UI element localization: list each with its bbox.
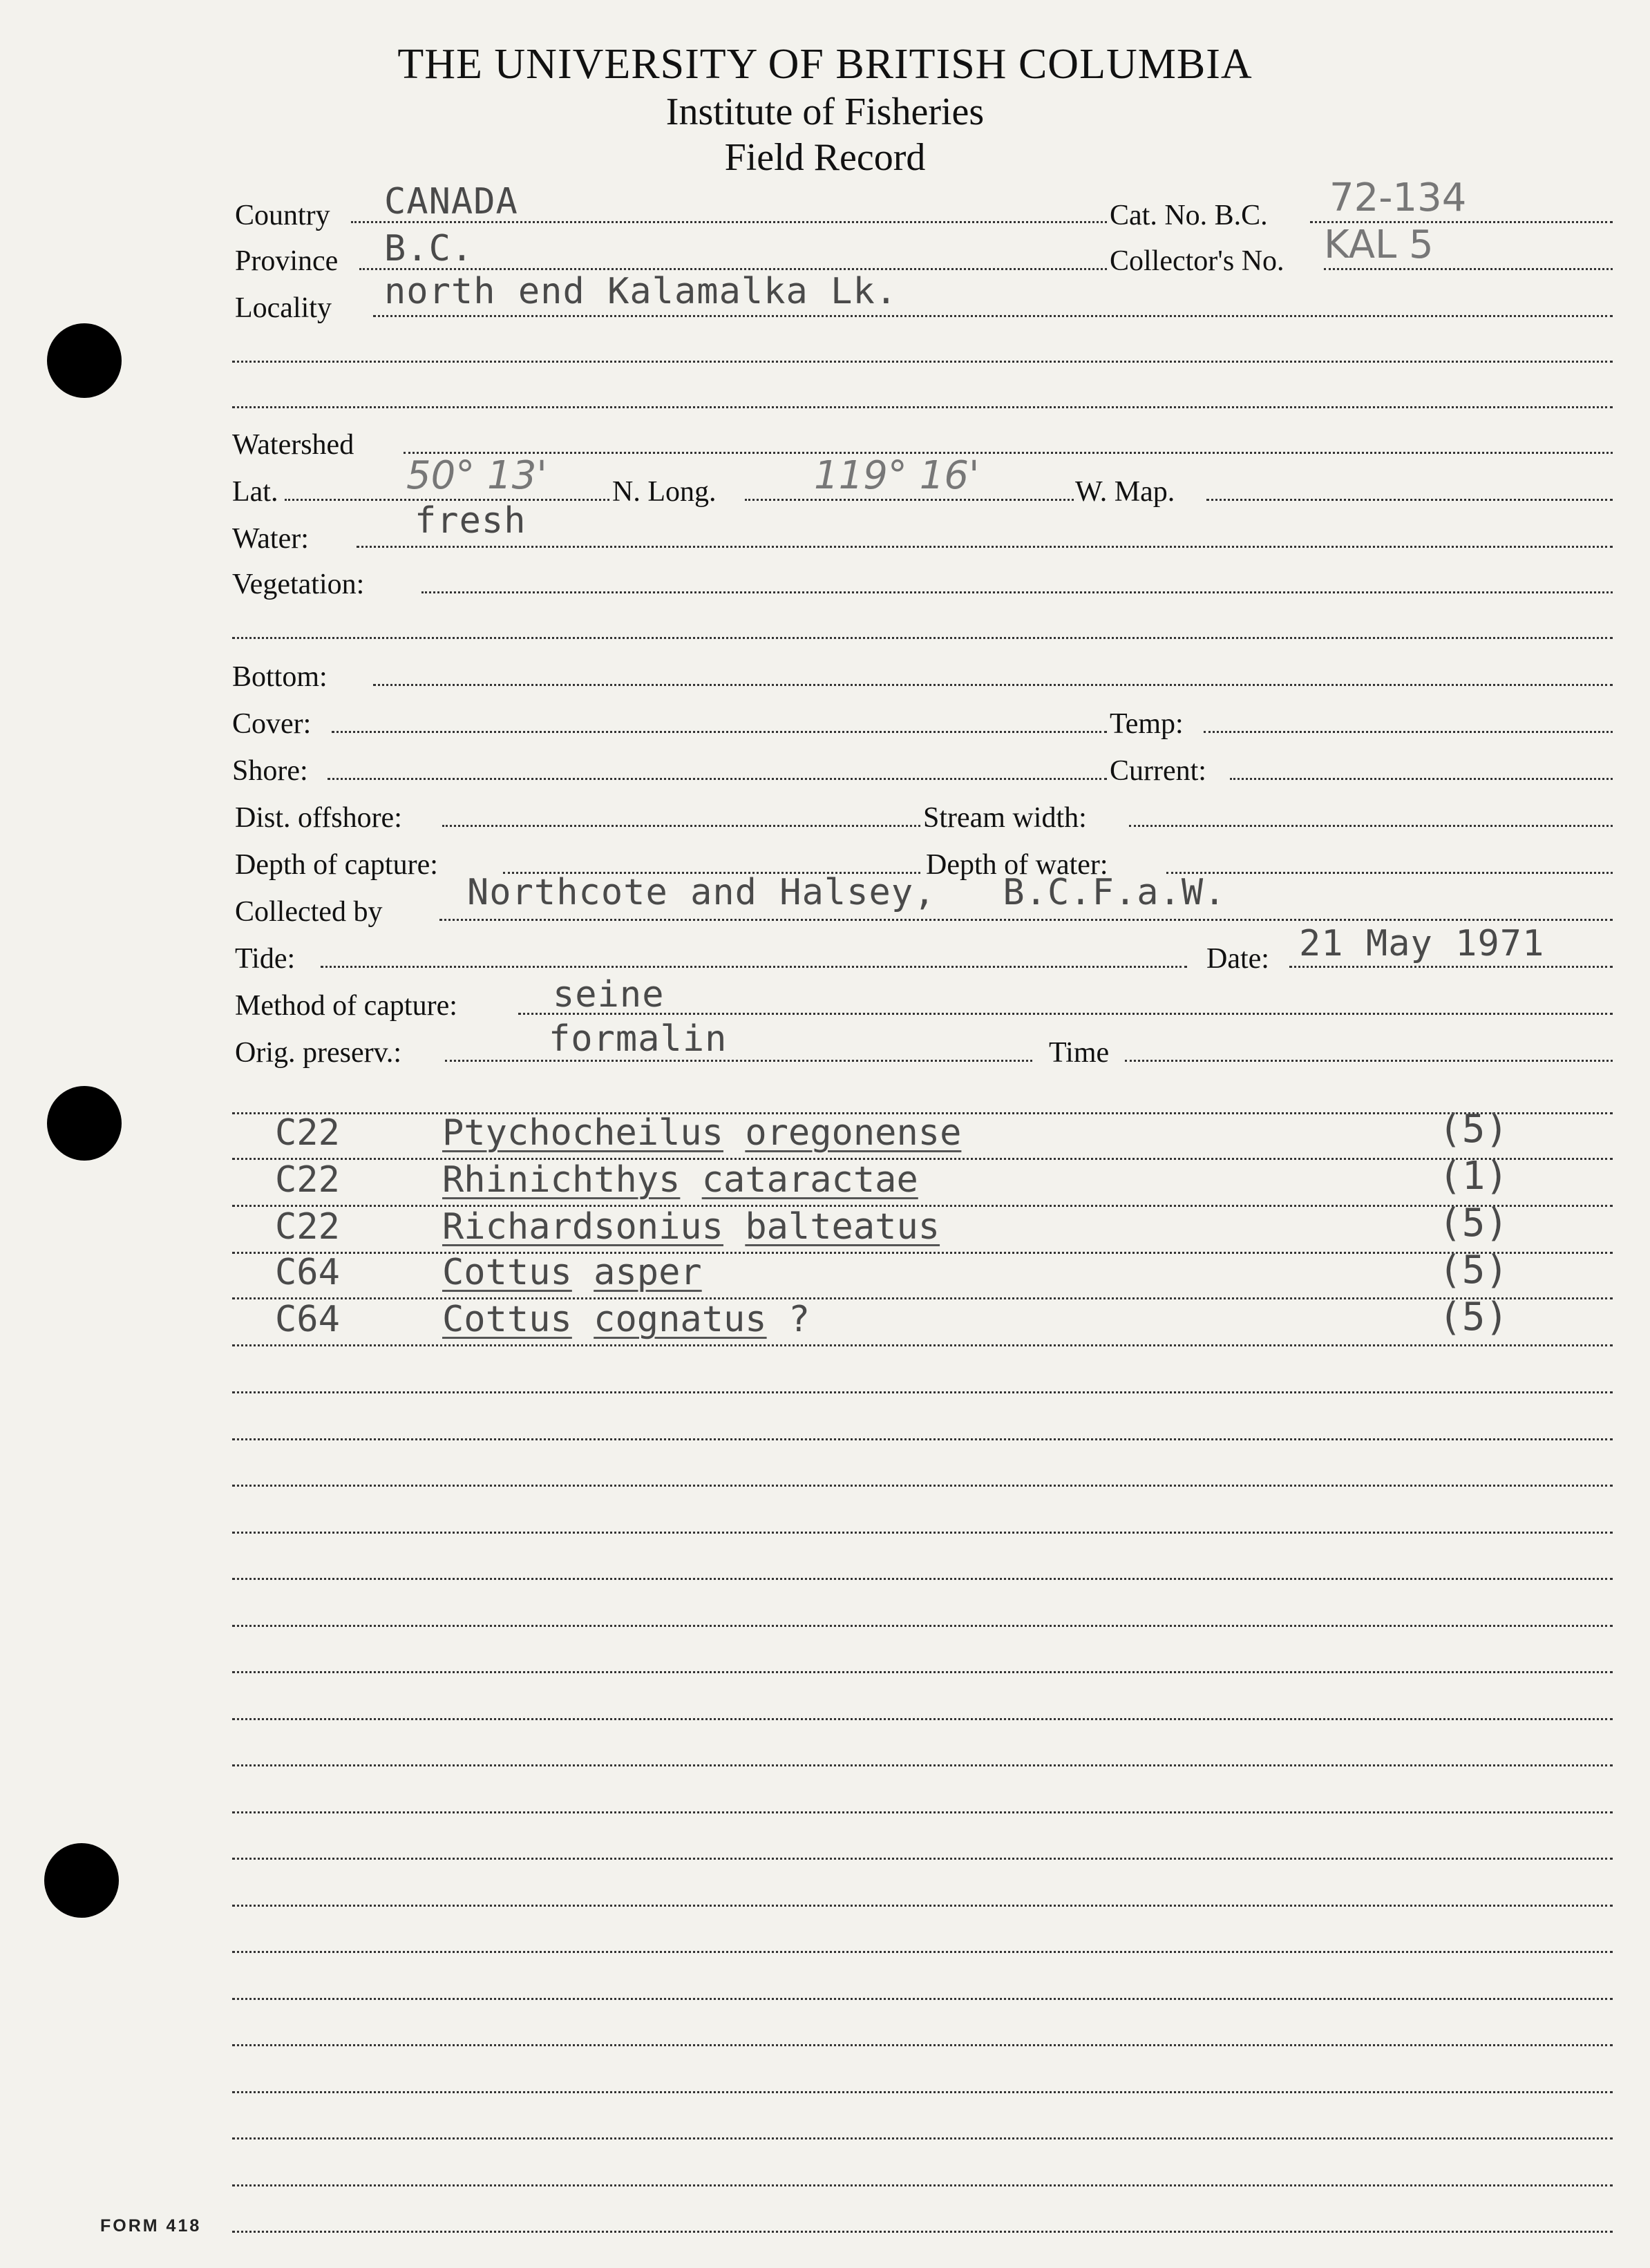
province-label: Province [235, 245, 339, 277]
vegetation-line [421, 591, 1613, 593]
species-genus: Richardsonius [442, 1206, 723, 1248]
lat-value: 50° 13' [406, 453, 547, 498]
bottom-line [373, 684, 1613, 686]
species-genus: Cottus [442, 1299, 572, 1340]
w-map-label: W. Map. [1075, 476, 1175, 508]
ruled-line [232, 2137, 1613, 2140]
cat-no-value: 72-134 [1329, 175, 1467, 220]
province-value: B.C. [384, 228, 474, 269]
species-code: C22 [275, 1112, 340, 1154]
species-count: (5) [1439, 1295, 1509, 1340]
country-value: CANADA [384, 181, 518, 222]
collected-by-label: Collected by [235, 896, 383, 928]
punch-hole-bottom [44, 1843, 119, 1918]
bottom-label: Bottom: [232, 661, 328, 693]
ruled-line [232, 1951, 1613, 1953]
species-count: (5) [1439, 1107, 1509, 1152]
method-value: seine [553, 974, 665, 1016]
depth-water-label: Depth of water: [926, 849, 1108, 881]
university-heading: THE UNIVERSITY OF BRITISH COLUMBIA [397, 41, 1253, 88]
species-genus: Cottus [442, 1252, 572, 1293]
lat-label: Lat. [232, 476, 278, 508]
ruled-line [232, 2231, 1613, 2233]
record-heading: Field Record [724, 136, 926, 179]
depth-water-line [1166, 872, 1613, 874]
current-label: Current: [1110, 755, 1206, 787]
collectors-no-line [1324, 268, 1613, 270]
tide-line [321, 966, 1187, 968]
long-value: 119° 16' [814, 453, 980, 498]
water-line [357, 546, 1613, 548]
species-name [442, 1112, 961, 1154]
species-epithet: oregonense [745, 1112, 962, 1154]
species-name [442, 1159, 918, 1201]
species-count: (1) [1439, 1154, 1509, 1199]
dist-offshore-line [442, 825, 920, 827]
depth-capture-label: Depth of capture: [235, 849, 438, 881]
ruled-line [232, 2184, 1613, 2186]
vegetation-label: Vegetation: [232, 569, 365, 600]
ruled-line [232, 1764, 1613, 1766]
stream-width-label: Stream width: [923, 802, 1087, 834]
temp-label: Temp: [1110, 708, 1184, 740]
collected-by-line [439, 919, 1613, 921]
long-line [745, 499, 1074, 501]
species-count: (5) [1439, 1201, 1509, 1246]
species-name [442, 1252, 702, 1293]
collectors-no-value: KAL 5 [1324, 222, 1434, 267]
species-genus: Ptychocheilus [442, 1112, 723, 1154]
watershed-line [404, 452, 1613, 454]
watershed-label: Watershed [232, 429, 354, 461]
date-line [1289, 966, 1613, 968]
temp-line [1204, 731, 1613, 733]
ruled-line [232, 1998, 1613, 2000]
ruled-line [232, 1297, 1613, 1299]
date-value: 21 May 1971 [1299, 923, 1545, 964]
vegetation-line-2 [232, 637, 1613, 639]
ruled-line [232, 1158, 1613, 1160]
time-line [1125, 1060, 1613, 1062]
orig-preserv-line [445, 1060, 1032, 1062]
ruled-line [232, 1532, 1613, 1534]
shore-label: Shore: [232, 755, 308, 787]
species-code: C64 [275, 1252, 340, 1293]
ruled-line [232, 1858, 1613, 1860]
ruled-line [232, 1811, 1613, 1813]
orig-preserv-value: formalin [549, 1018, 728, 1060]
species-count: (5) [1439, 1248, 1509, 1293]
institute-heading: Institute of Fisheries [665, 90, 985, 133]
date-label: Date: [1206, 943, 1269, 975]
ruled-line [232, 1578, 1613, 1580]
collected-by-value: Northcote and Halsey, B.C.F.a.W. [467, 872, 1226, 913]
species-epithet: balteatus [745, 1206, 940, 1248]
time-label: Time [1049, 1037, 1110, 1069]
ruled-line [232, 2044, 1613, 2046]
species-epithet: cataractae [701, 1159, 918, 1201]
tide-label: Tide: [235, 943, 296, 975]
stream-width-line [1129, 825, 1613, 827]
ruled-line [232, 1671, 1613, 1673]
water-label: Water: [232, 523, 309, 555]
country-label: Country [235, 200, 330, 231]
method-label: Method of capture: [235, 990, 457, 1022]
ruled-line [232, 1344, 1613, 1346]
ruled-line [232, 1905, 1613, 1907]
punch-hole-top [47, 323, 122, 398]
locality-line-3 [232, 406, 1613, 408]
dist-offshore-label: Dist. offshore: [235, 802, 402, 834]
punch-hole-middle [47, 1086, 122, 1161]
ruled-line [232, 1718, 1613, 1720]
orig-preserv-label: Orig. preserv.: [235, 1037, 402, 1069]
species-suffix: ? [766, 1299, 810, 1340]
species-code: C64 [275, 1299, 340, 1340]
locality-value: north end Kalamalka Lk. [384, 271, 898, 312]
ruled-line [232, 2091, 1613, 2093]
map-line [1206, 499, 1613, 501]
cover-label: Cover: [232, 708, 312, 740]
method-line [518, 1013, 1613, 1015]
locality-line [373, 315, 1613, 317]
species-epithet: asper [594, 1252, 702, 1293]
shore-line [328, 778, 1107, 780]
species-genus: Rhinichthys [442, 1159, 681, 1201]
current-line [1230, 778, 1613, 780]
cover-line [332, 731, 1107, 733]
species-code: C22 [275, 1159, 340, 1201]
cat-no-label: Cat. No. B.C. [1110, 200, 1268, 231]
species-code: C22 [275, 1206, 340, 1248]
species-epithet: cognatus [594, 1299, 767, 1340]
ruled-line [232, 1625, 1613, 1627]
ruled-line [232, 1485, 1613, 1487]
species-name [442, 1299, 810, 1340]
ruled-line [232, 1252, 1613, 1254]
form-number: FORM 418 [100, 2216, 202, 2236]
water-value: fresh [415, 500, 527, 542]
locality-line-2 [232, 361, 1613, 363]
n-long-label: N. Long. [612, 476, 717, 508]
collectors-no-label: Collector's No. [1110, 245, 1284, 277]
ruled-line [232, 1438, 1613, 1440]
species-name [442, 1206, 940, 1248]
ruled-line [232, 1391, 1613, 1393]
locality-label: Locality [235, 292, 332, 324]
